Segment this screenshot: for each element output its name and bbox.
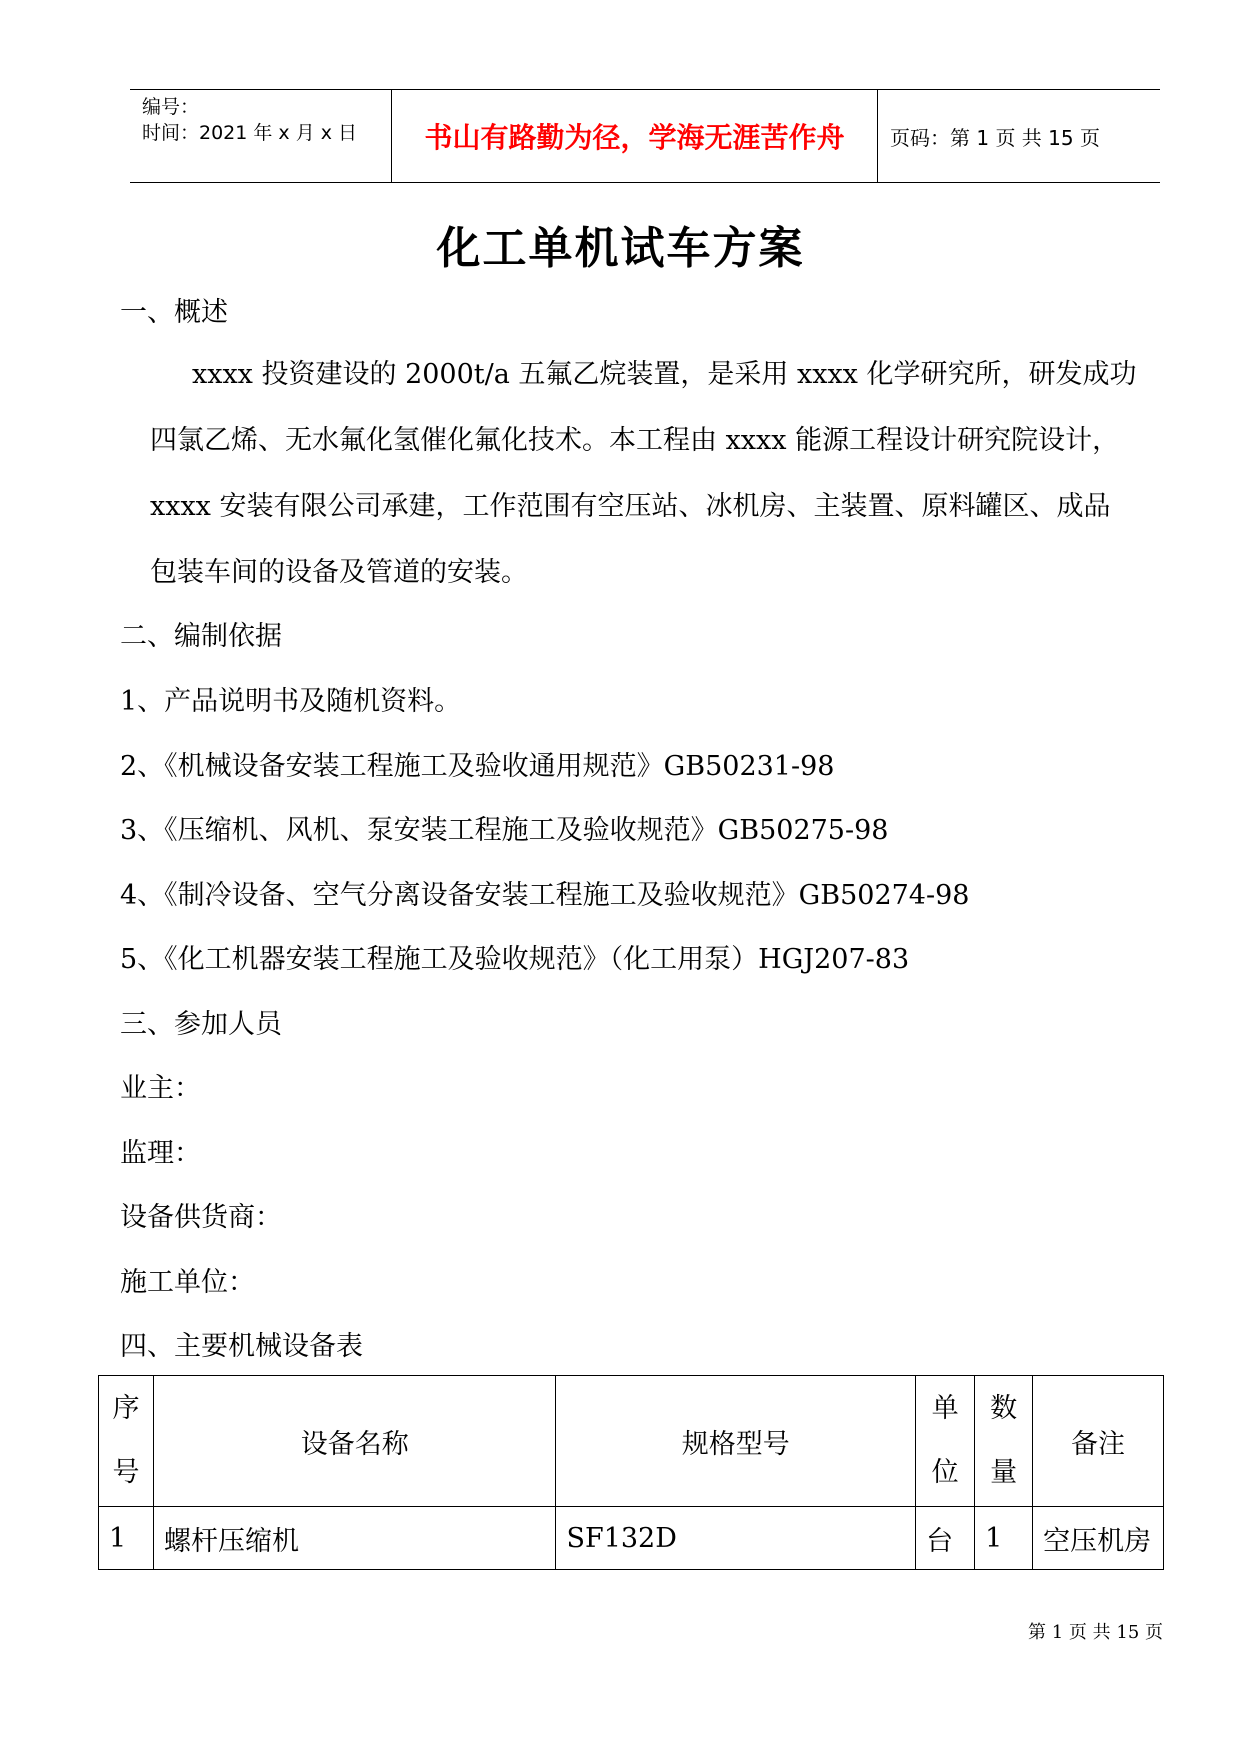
equipment-table [98, 1375, 1164, 1570]
section-2-heading: 二、编制依据 [120, 621, 282, 652]
cell-seq: 1 [99, 1507, 154, 1570]
para-line: 四氯乙烯、无水氟化氢催化氟化技术。本工程由 xxxx 能源工程设计研究院设计， [150, 425, 1120, 456]
participant-supervisor: 监理： [120, 1138, 201, 1169]
reference-item: 1、产品说明书及随机资料。 [120, 686, 462, 717]
header-motto: 书山有路勤为径，学海无涯苦作舟 [392, 90, 878, 182]
reference-item: 2、《机械设备安装工程施工及验收通用规范》GB50231-98 [120, 751, 835, 782]
document-title: 化工单机试车方案 [436, 223, 805, 274]
header-meta [130, 90, 392, 182]
para-line: xxxx 安装有限公司承建，工作范围有空压站、冰机房、主装置、原料罐区、成品 [150, 491, 1111, 522]
time-label: 时间：2021 年 x 月 x 日 [142, 122, 358, 144]
header-page-info: 页码：第 1 页 共 15 页 [890, 125, 1100, 150]
section-4-heading: 四、主要机械设备表 [120, 1331, 363, 1362]
cell-unit: 台 [916, 1507, 975, 1570]
reference-item: 5、《化工机器安装工程施工及验收规范》（化工用泵）HGJ207-83 [120, 944, 910, 975]
table-row [99, 1507, 1164, 1570]
header-spec: 规格型号 [556, 1376, 916, 1507]
section-3-heading: 三、参加人员 [120, 1009, 282, 1040]
table-header-row [99, 1376, 1164, 1507]
page-header [130, 89, 1160, 183]
para-line: xxxx 投资建设的 2000t/a 五氟乙烷装置，是采用 xxxx 化学研究所，研发成功 [192, 359, 1137, 390]
header-seq: 序 号 [99, 1376, 154, 1507]
header-name: 设备名称 [153, 1376, 555, 1507]
header-qty: 数 量 [975, 1376, 1033, 1507]
section-1-heading: 一、概述 [120, 297, 228, 328]
reference-item: 3、《压缩机、风机、泵安装工程施工及验收规范》GB50275-98 [120, 815, 889, 846]
reference-item: 4、《制冷设备、空气分离设备安装工程施工及验收规范》GB50274-98 [120, 880, 970, 911]
page-footer: 第 1 页 共 15 页 [1028, 1622, 1163, 1643]
para-line: 包装车间的设备及管道的安装。 [150, 557, 528, 588]
serial-label: 编号： [142, 96, 200, 118]
participant-contractor: 施工单位： [120, 1267, 255, 1298]
participant-owner: 业主： [120, 1073, 201, 1104]
header-unit: 单 位 [916, 1376, 975, 1507]
participant-supplier: 设备供货商： [120, 1202, 282, 1233]
header-remark: 备注 [1033, 1376, 1164, 1507]
cell-name: 螺杆压缩机 [153, 1507, 555, 1570]
cell-qty: 1 [975, 1507, 1033, 1570]
cell-remark: 空压机房 [1033, 1507, 1164, 1570]
cell-spec: SF132D [556, 1507, 916, 1570]
